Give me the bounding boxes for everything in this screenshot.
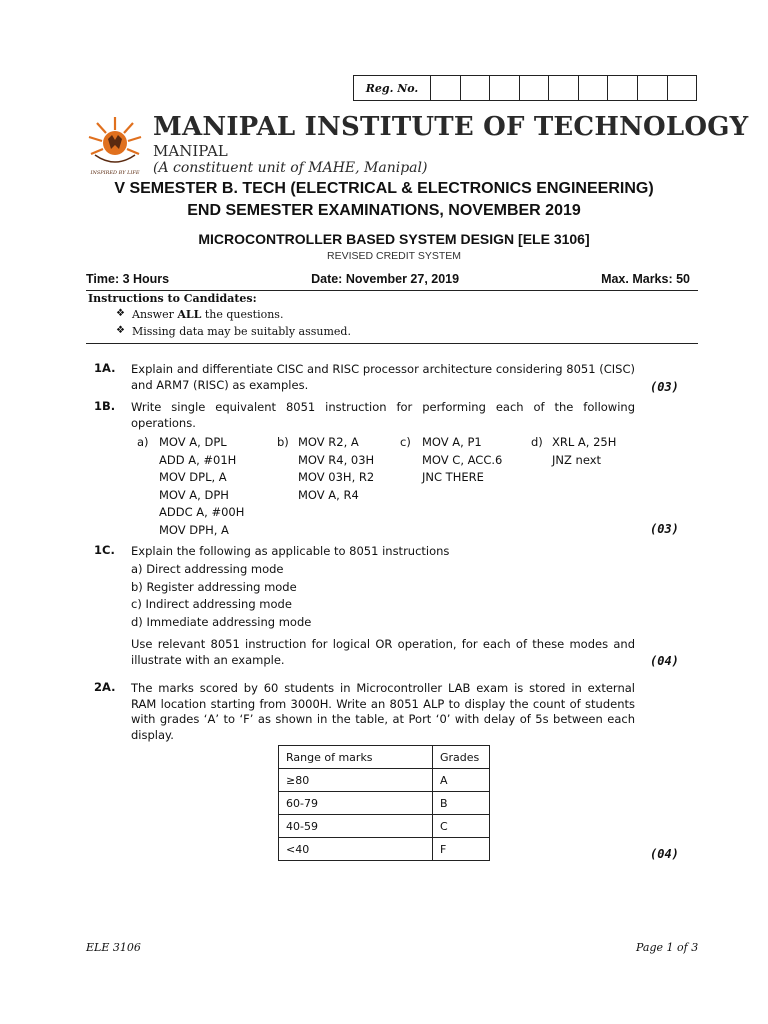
reg-no-cell	[431, 76, 461, 100]
footer-course-code: ELE 3106	[86, 941, 141, 954]
question-marks: (04)	[650, 847, 679, 861]
table-row	[279, 746, 490, 769]
code-block-d: XRL A, 25H JNZ next	[552, 435, 617, 467]
table-header: Range of marks	[279, 746, 433, 769]
code-block-a: MOV A, DPL ADD A, #01H MOV DPL, A MOV A, DPH ADDC A, #00H MOV DPH, A	[159, 435, 245, 537]
option-label: a)	[137, 435, 149, 449]
institute-constituent: (A constituent unit of MAHE, Manipal)	[153, 160, 428, 176]
table-cell: B	[433, 792, 490, 815]
question-text: Write single equivalent 8051 instruction for performing each of the following operations.	[131, 400, 635, 430]
question-text: The marks scored by 60 students in Microcontroller LAB exam is stored in external RAM location starting from 3000H. Write an 8051 ALP to display the count of students with grades ‘A’ to ‘F’ as shown in the table, at Port ‘0’ with delay of 5s between each display.	[131, 681, 635, 742]
table-header: Grades	[433, 746, 490, 769]
table-row	[279, 792, 490, 815]
question-marks: (03)	[650, 522, 679, 536]
credit-system: REVISED CREDIT SYSTEM	[327, 250, 461, 262]
list-item: b) Register addressing mode	[131, 579, 297, 594]
institute-logo-icon	[84, 114, 146, 176]
mode-list	[131, 561, 311, 631]
question-text: Use relevant 8051 instruction for logical OR operation, for each of these modes and illustrate with an example.	[131, 637, 635, 667]
exam-heading: END SEMESTER EXAMINATIONS, NOVEMBER 2019	[187, 202, 581, 219]
table-row	[279, 769, 490, 792]
question-number: 1A.	[94, 361, 116, 375]
reg-no-cell	[490, 76, 520, 100]
question-marks: (04)	[650, 654, 679, 668]
table-row	[279, 838, 490, 861]
reg-no-cell	[520, 76, 550, 100]
table-cell: 40-59	[279, 815, 433, 838]
institute-name: MANIPAL INSTITUTE OF TECHNOLOGY	[153, 112, 749, 142]
question-number: 1B.	[94, 399, 116, 413]
question-number: 1C.	[94, 543, 115, 557]
table-cell: ≥80	[279, 769, 433, 792]
code-block-b: MOV R2, A MOV R4, 03H MOV 03H, R2 MOV A, R4	[298, 435, 375, 502]
list-item: d) Immediate addressing mode	[131, 614, 312, 629]
instructions-title: Instructions to Candidates:	[88, 292, 257, 305]
footer-page-number: Page 1 of 3	[636, 941, 699, 954]
table-cell: C	[433, 815, 490, 838]
divider	[86, 343, 698, 344]
question-text: Explain and differentiate CISC and RISC processor architecture considering 8051 (CISC) and ARM7 (RISC) as examples.	[131, 362, 635, 392]
code-block-c: MOV A, P1 MOV C, ACC.6 JNC THERE	[422, 435, 503, 485]
option-label: b)	[277, 435, 289, 449]
semester-heading: V SEMESTER B. TECH (ELECTRICAL & ELECTRONICS ENGINEERING)	[114, 180, 654, 197]
table-cell: <40	[279, 838, 433, 861]
option-label: d)	[531, 435, 543, 449]
reg-no-box	[353, 75, 697, 101]
reg-no-cell	[461, 76, 491, 100]
exam-time: Time: 3 Hours	[86, 272, 170, 286]
logo-motto: INSPIRED BY LIFE	[90, 170, 140, 176]
table-cell: A	[433, 769, 490, 792]
reg-no-cell	[549, 76, 579, 100]
exam-max-marks: Max. Marks: 50	[601, 272, 690, 286]
exam-meta-row	[86, 272, 690, 286]
question-number: 2A.	[94, 680, 116, 694]
instruction-item: ❖ Answer ALL the questions.	[116, 308, 284, 321]
reg-no-cell	[638, 76, 668, 100]
diamond-bullet-icon: ❖	[116, 325, 125, 336]
course-title: MICROCONTROLLER BASED SYSTEM DESIGN [ELE 3106]	[198, 231, 590, 247]
divider	[86, 290, 698, 291]
table-row	[279, 815, 490, 838]
reg-no-cell	[579, 76, 609, 100]
grades-table	[278, 745, 490, 861]
question-text: Explain the following as applicable to 8051 instructions	[131, 544, 450, 558]
reg-no-cell	[668, 76, 697, 100]
table-cell: F	[433, 838, 490, 861]
instruction-item: ❖ Missing data may be suitably assumed.	[116, 325, 351, 338]
reg-no-label: Reg. No.	[354, 76, 431, 100]
list-item: c) Indirect addressing mode	[131, 597, 292, 612]
option-label: c)	[400, 435, 411, 449]
exam-date: Date: November 27, 2019	[311, 272, 460, 286]
institute-city: MANIPAL	[153, 142, 228, 160]
table-cell: 60-79	[279, 792, 433, 815]
reg-no-cell	[608, 76, 638, 100]
question-marks: (03)	[650, 380, 679, 394]
diamond-bullet-icon: ❖	[116, 308, 125, 319]
list-item: a) Direct addressing mode	[131, 562, 284, 576]
